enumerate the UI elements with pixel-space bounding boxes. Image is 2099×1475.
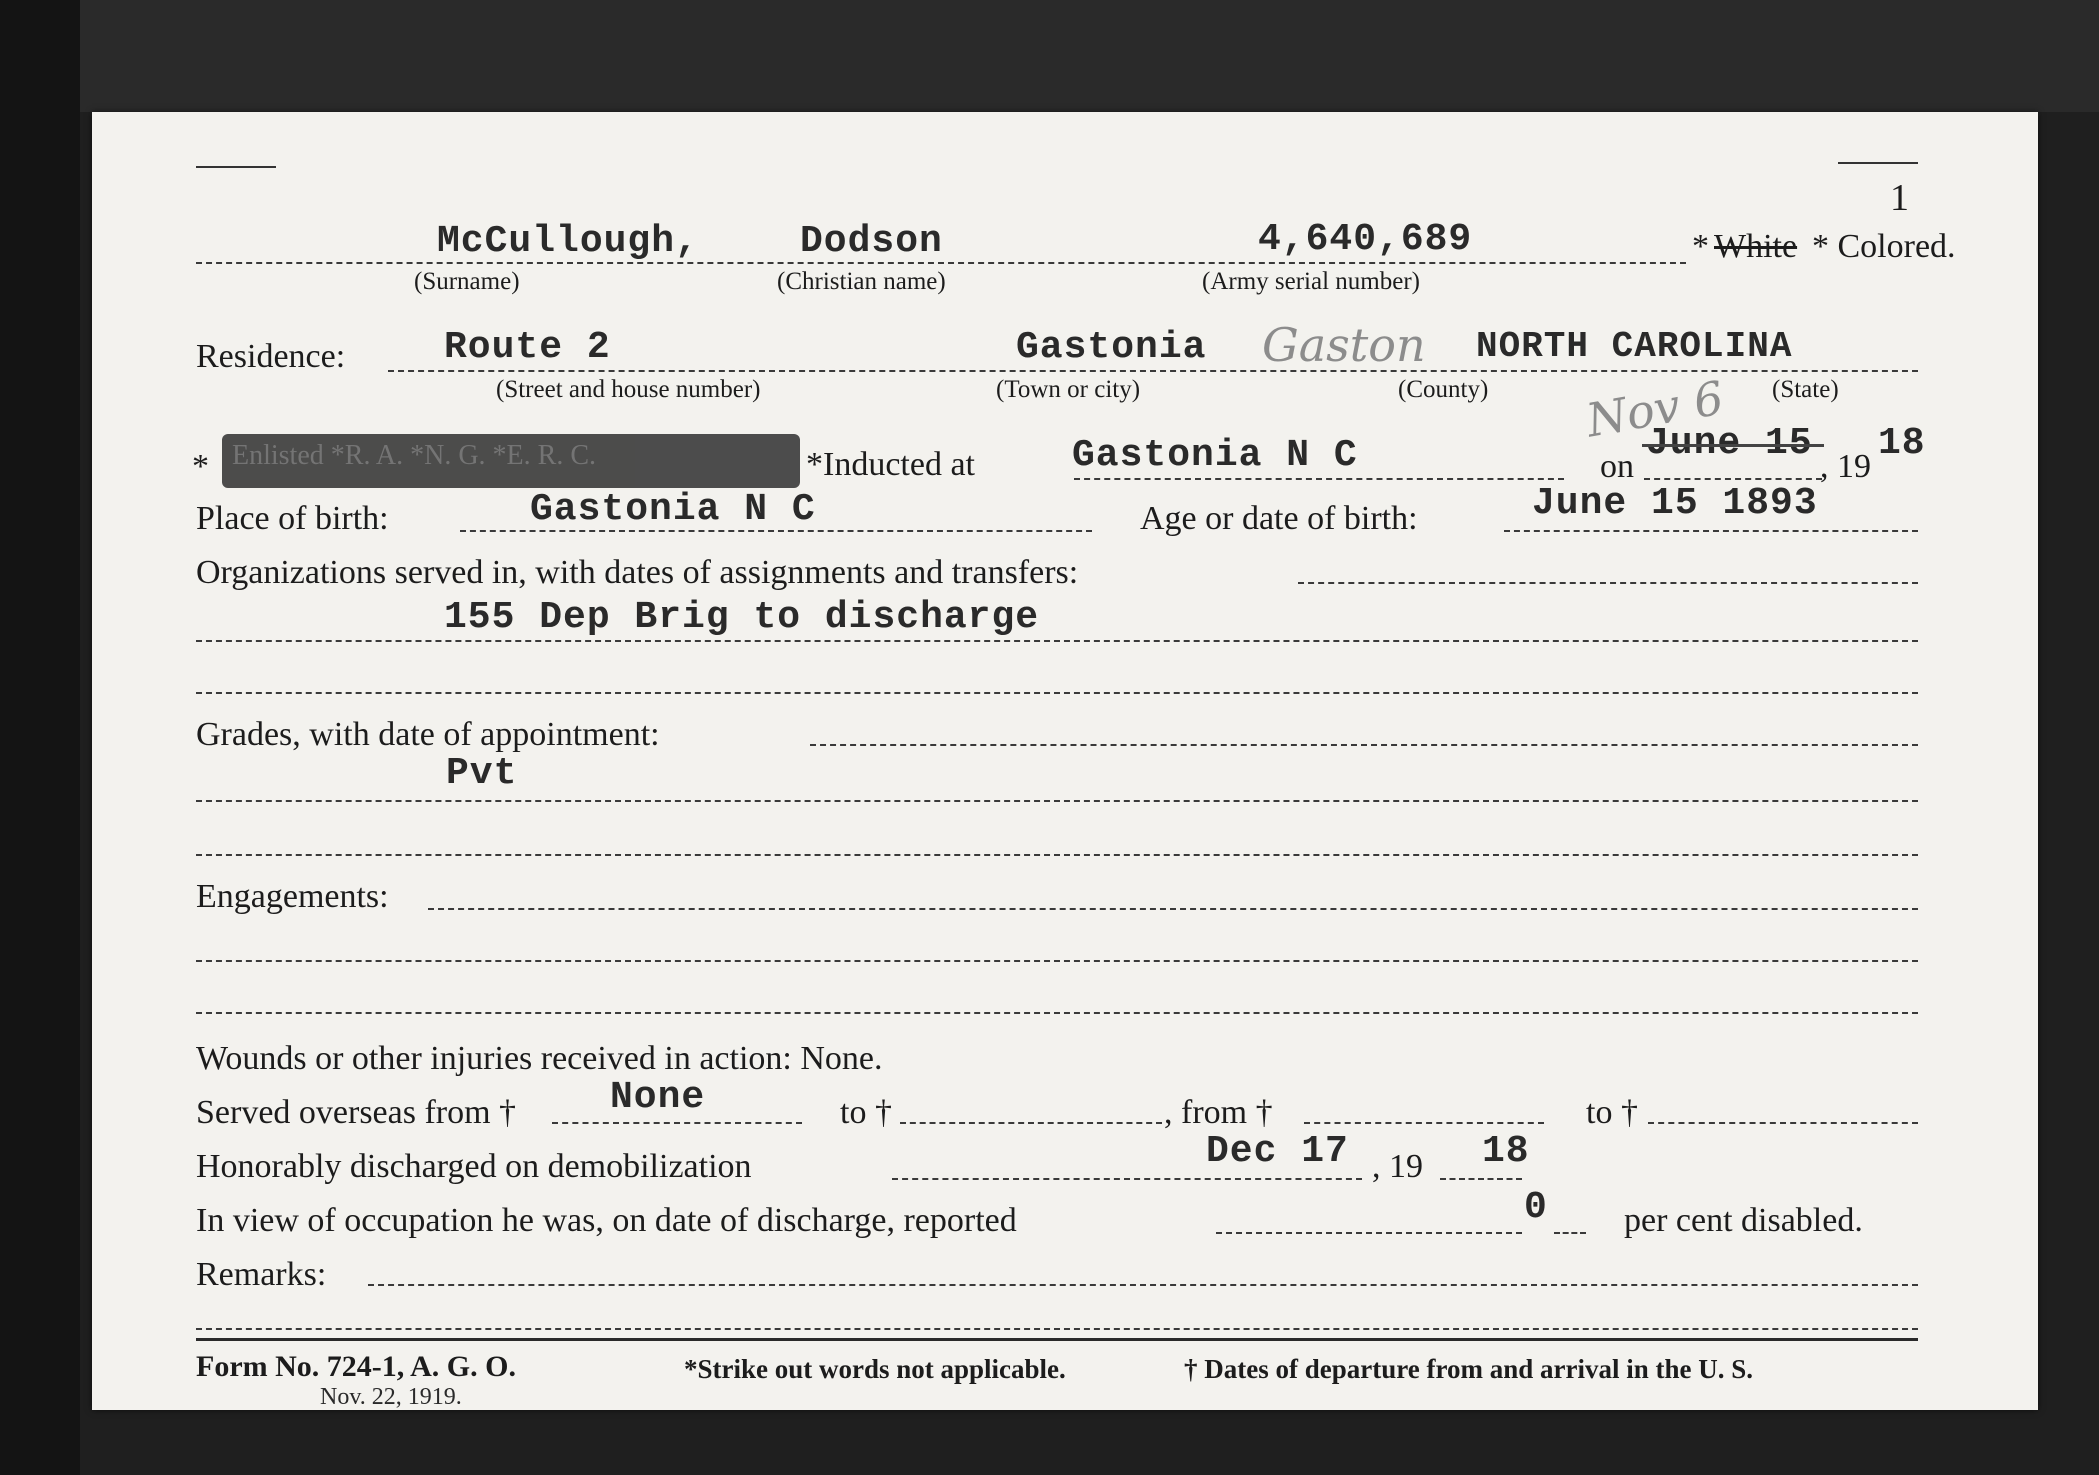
- inducted-label: *Inducted at: [806, 446, 975, 483]
- organizations-line-2: [196, 640, 1918, 642]
- engagements-line-3: [196, 1012, 1918, 1014]
- street-value: Route 2: [444, 326, 611, 369]
- scan-background-top: [0, 0, 2099, 112]
- grades-line-1: [810, 744, 1918, 746]
- disabled-line-2: [1554, 1232, 1586, 1234]
- grade-value: Pvt: [446, 752, 518, 795]
- race-star: *: [1692, 228, 1709, 265]
- induction-date-correction: Nov 6: [1582, 370, 1728, 448]
- surname-value: McCullough,: [437, 220, 699, 263]
- serial-number-value: 4,640,689: [1258, 218, 1473, 261]
- birth-date-value: June 15 1893: [1532, 482, 1818, 525]
- county-value: Gaston: [1262, 318, 1426, 372]
- birth-date-line: [1504, 530, 1918, 532]
- engagements-line-1: [428, 908, 1918, 910]
- caption-surname: (Surname): [414, 268, 520, 295]
- inducted-line: [1074, 478, 1564, 480]
- grades-line-2: [196, 800, 1918, 802]
- remarks-line-2: [196, 1328, 1918, 1330]
- top-left-rule: [196, 166, 276, 168]
- disabled-percent-value: 0: [1524, 1186, 1548, 1229]
- organizations-line-1: [1298, 582, 1918, 584]
- overseas-label: Served overseas from †: [196, 1094, 517, 1131]
- birthplace-value: Gastonia N C: [530, 488, 816, 531]
- overseas-from-2-line: [1304, 1122, 1544, 1124]
- induction-date-line: [1644, 478, 1822, 480]
- occupation-label: In view of occupation he was, on date of discharge, reported: [196, 1202, 1017, 1239]
- enlisted-star: *: [192, 448, 209, 485]
- induction-year-value: 18: [1878, 422, 1926, 465]
- caption-street: (Street and house number): [496, 376, 761, 403]
- enlisted-struck-out: [222, 434, 800, 488]
- birthplace-label: Place of birth:: [196, 500, 389, 537]
- caption-county: (County): [1398, 376, 1489, 403]
- footer-rule: [196, 1338, 1918, 1341]
- state-value: NORTH CAROLINA: [1476, 326, 1793, 367]
- organizations-label: Organizations served in, with dates of assignments and transfers:: [196, 554, 1079, 591]
- town-value: Gastonia: [1016, 326, 1207, 369]
- race-colored: * Colored.: [1812, 228, 1956, 265]
- engagements-label: Engagements:: [196, 878, 389, 915]
- christian-name-value: Dodson: [800, 220, 943, 263]
- discharge-date-line: [892, 1178, 1362, 1180]
- residence-label: Residence:: [196, 338, 346, 375]
- caption-christian-name: (Christian name): [777, 268, 946, 295]
- disabled-suffix: per cent disabled.: [1624, 1202, 1863, 1239]
- overseas-from-line: [552, 1122, 802, 1124]
- grades-line-3: [196, 854, 1918, 856]
- form-date: Nov. 22, 1919.: [320, 1384, 462, 1410]
- form-number: Form No. 724-1, A. G. O.: [196, 1350, 516, 1383]
- on-label: on: [1600, 448, 1634, 485]
- overseas-from-2-label: , from †: [1164, 1094, 1273, 1131]
- remarks-label: Remarks:: [196, 1256, 327, 1293]
- organizations-value: 155 Dep Brig to discharge: [444, 596, 1040, 639]
- enlisted-struck-text: Enlisted *R. A. *N. G. *E. R. C.: [232, 440, 597, 471]
- discharge-year-prefix: , 19: [1372, 1148, 1423, 1185]
- caption-town: (Town or city): [996, 376, 1141, 403]
- disabled-line: [1216, 1232, 1522, 1234]
- discharge-year-line: [1440, 1178, 1522, 1180]
- grades-label: Grades, with date of appointment:: [196, 716, 660, 753]
- residence-line: [388, 370, 1918, 372]
- induction-date-value: June 15: [1646, 422, 1813, 465]
- caption-serial-number: (Army serial number): [1202, 268, 1420, 295]
- overseas-to-line: [900, 1122, 1162, 1124]
- overseas-from-value: None: [610, 1076, 706, 1119]
- engagements-line-2: [196, 960, 1918, 962]
- discharge-date-value: Dec 17: [1206, 1130, 1349, 1173]
- page-number: 1: [1890, 177, 1909, 219]
- wounds-label: Wounds or other injuries received in action: None.: [196, 1040, 883, 1077]
- overseas-to-2-line: [1648, 1122, 1918, 1124]
- discharge-year-value: 18: [1482, 1130, 1530, 1173]
- remarks-line-1: [368, 1284, 1918, 1286]
- induction-year-prefix: , 19: [1820, 448, 1871, 485]
- induction-date-strike: [1642, 444, 1824, 447]
- scan-background-left: [0, 0, 80, 1475]
- footnote-strike: *Strike out words not applicable.: [684, 1354, 1066, 1384]
- caption-state: (State): [1772, 376, 1839, 403]
- service-record-card: [92, 112, 2038, 1410]
- age-label: Age or date of birth:: [1140, 500, 1418, 537]
- discharged-label: Honorably discharged on demobilization: [196, 1148, 752, 1185]
- top-right-rule: [1838, 162, 1918, 164]
- inducted-at-value: Gastonia N C: [1072, 434, 1358, 477]
- overseas-to-label: to †: [840, 1094, 892, 1131]
- overseas-to-2-label: to †: [1586, 1094, 1638, 1131]
- footnote-dates: † Dates of departure from and arrival in the U. S.: [1184, 1354, 1753, 1384]
- organizations-line-3: [196, 692, 1918, 694]
- race-white-struck: White: [1714, 228, 1798, 265]
